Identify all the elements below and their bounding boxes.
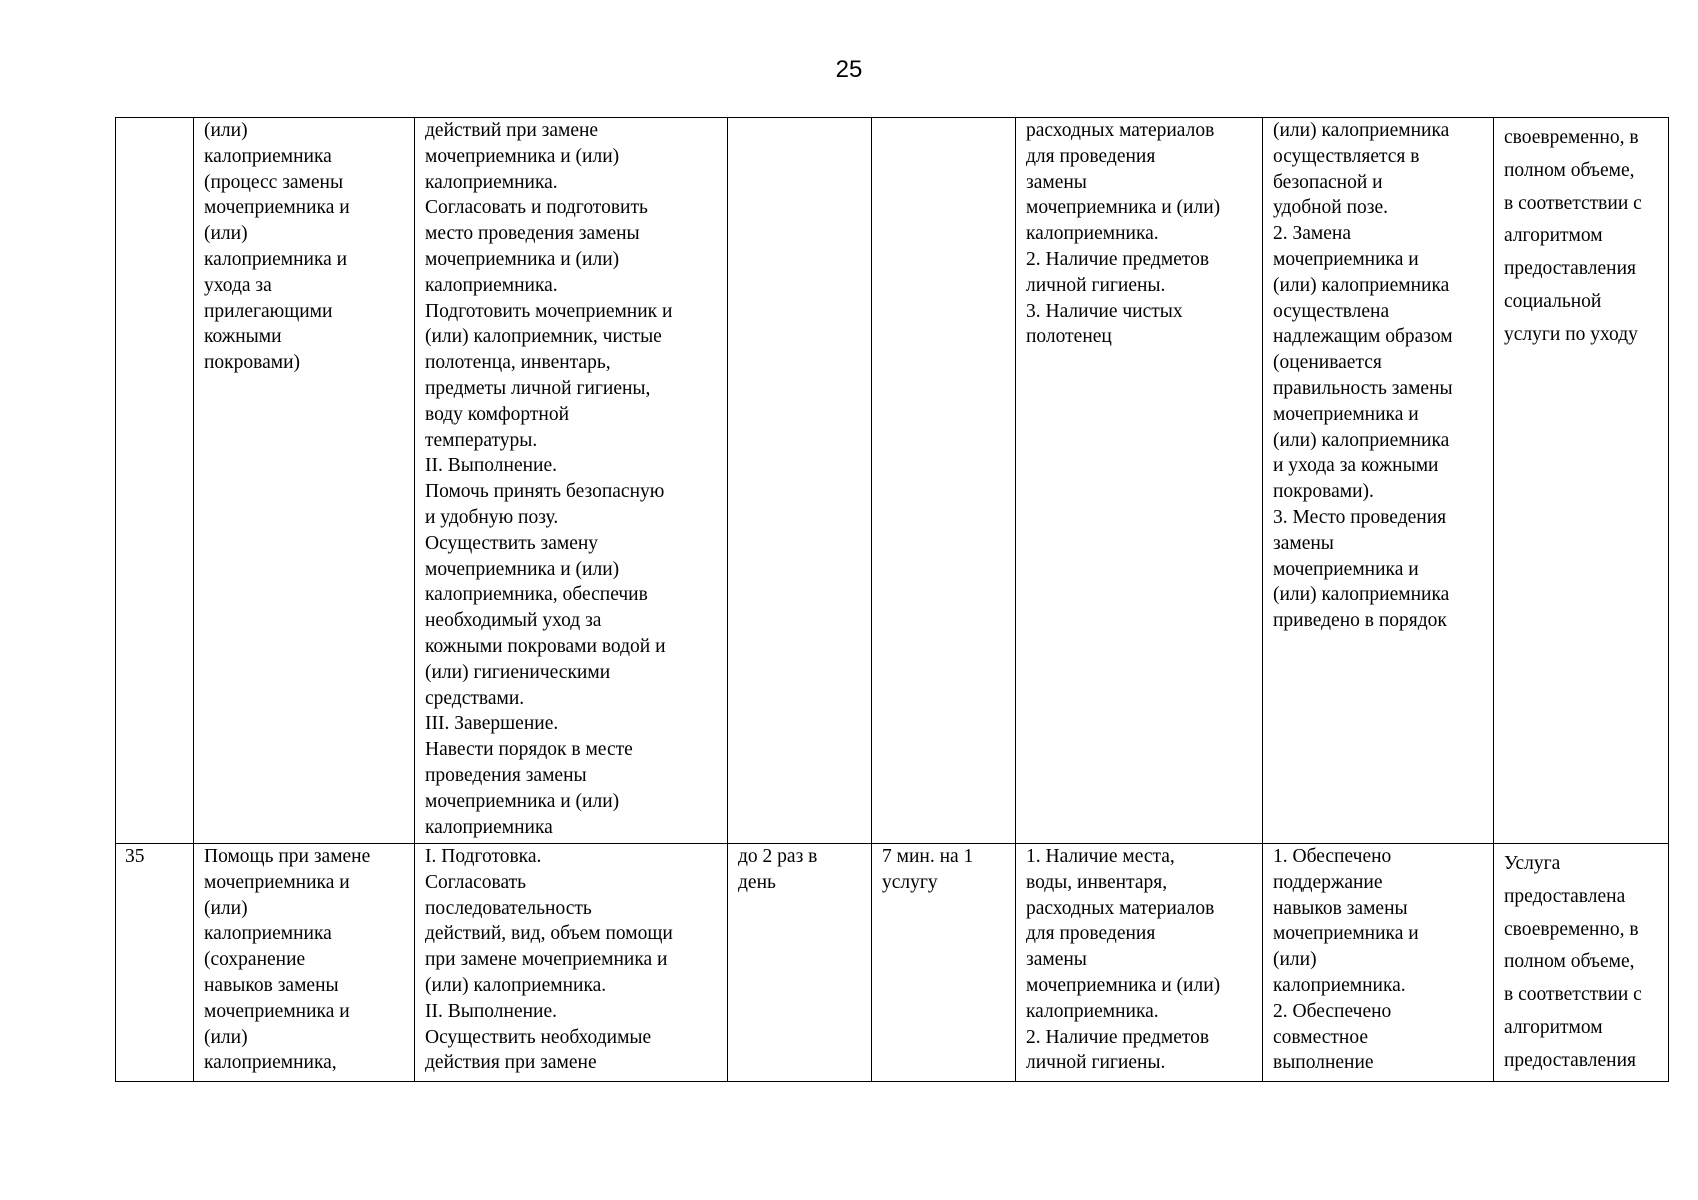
cell-indicators: 1. Обеспечено поддержание навыков замены мочеприемника и (или) калоприемника. 2. Обеспечено совместное выполнение [1263, 844, 1494, 1082]
cell-indicators: (или) калоприемника осуществляется в безопасной и удобной позе. 2. Замена мочеприемника и (или) калоприемника осуществлена надлежащим образом (оценивается правильность замены мочеприемника и (или) калоприемника и ухода за кожными покровами). 3. Место проведения замены мочеприемника и (или) калоприемника приведено в порядок [1263, 118, 1494, 844]
cell-procedure: I. Подготовка. Согласовать последовательность действий, вид, объем помощи при замене мочеприемника и (или) калоприемника. II. Выполнение. Осуществить необходимые действия при замене [415, 844, 728, 1082]
cell-number: 35 [116, 844, 194, 1082]
cell-result: своевременно, в полном объеме, в соответствии с алгоритмом предоставления социальной услуги по уходу [1494, 118, 1669, 844]
table-row [116, 118, 1669, 844]
cell-service-name: (или) калоприемника (процесс замены мочеприемника и (или) калоприемника и ухода за прилегающими кожными покровами) [194, 118, 415, 844]
cell-procedure: действий при замене мочеприемника и (или) калоприемника. Согласовать и подготовить место проведения замены мочеприемника и (или) калоприемника. Подготовить мочеприемник и (или) калоприемник, чистые полотенца, инвентарь, предметы личной гигиены, воду комфортной температуры. II. Выполнение. Помочь принять безопасную и удобную позу. Осуществить замену мочеприемника и (или) калоприемника, обеспечив необходимый уход за кожными покровами водой и (или) гигиеническими средствами. III. Завершение. Навести порядок в месте проведения замены мочеприемника и (или) калоприемника [415, 118, 728, 844]
page-number: 25 [835, 56, 863, 83]
services-table [115, 117, 1669, 1082]
cell-conditions: 1. Наличие места, воды, инвентаря, расходных материалов для проведения замены мочеприемника и (или) калоприемника. 2. Наличие предметов личной гигиены. [1016, 844, 1263, 1082]
table-row [116, 844, 1669, 1082]
cell-frequency [728, 118, 872, 844]
cell-result: Услуга предоставлена своевременно, в полном объеме, в соответствии с алгоритмом предоставления [1494, 844, 1669, 1082]
cell-number [116, 118, 194, 844]
cell-duration: 7 мин. на 1 услугу [872, 844, 1016, 1082]
cell-frequency: до 2 раз в день [728, 844, 872, 1082]
cell-service-name: Помощь при замене мочеприемника и (или) калоприемника (сохранение навыков замены мочеприемника и (или) калоприемника, [194, 844, 415, 1082]
cell-conditions: расходных материалов для проведения замены мочеприемника и (или) калоприемника. 2. Наличие предметов личной гигиены. 3. Наличие чистых полотенец [1016, 118, 1263, 844]
cell-duration [872, 118, 1016, 844]
